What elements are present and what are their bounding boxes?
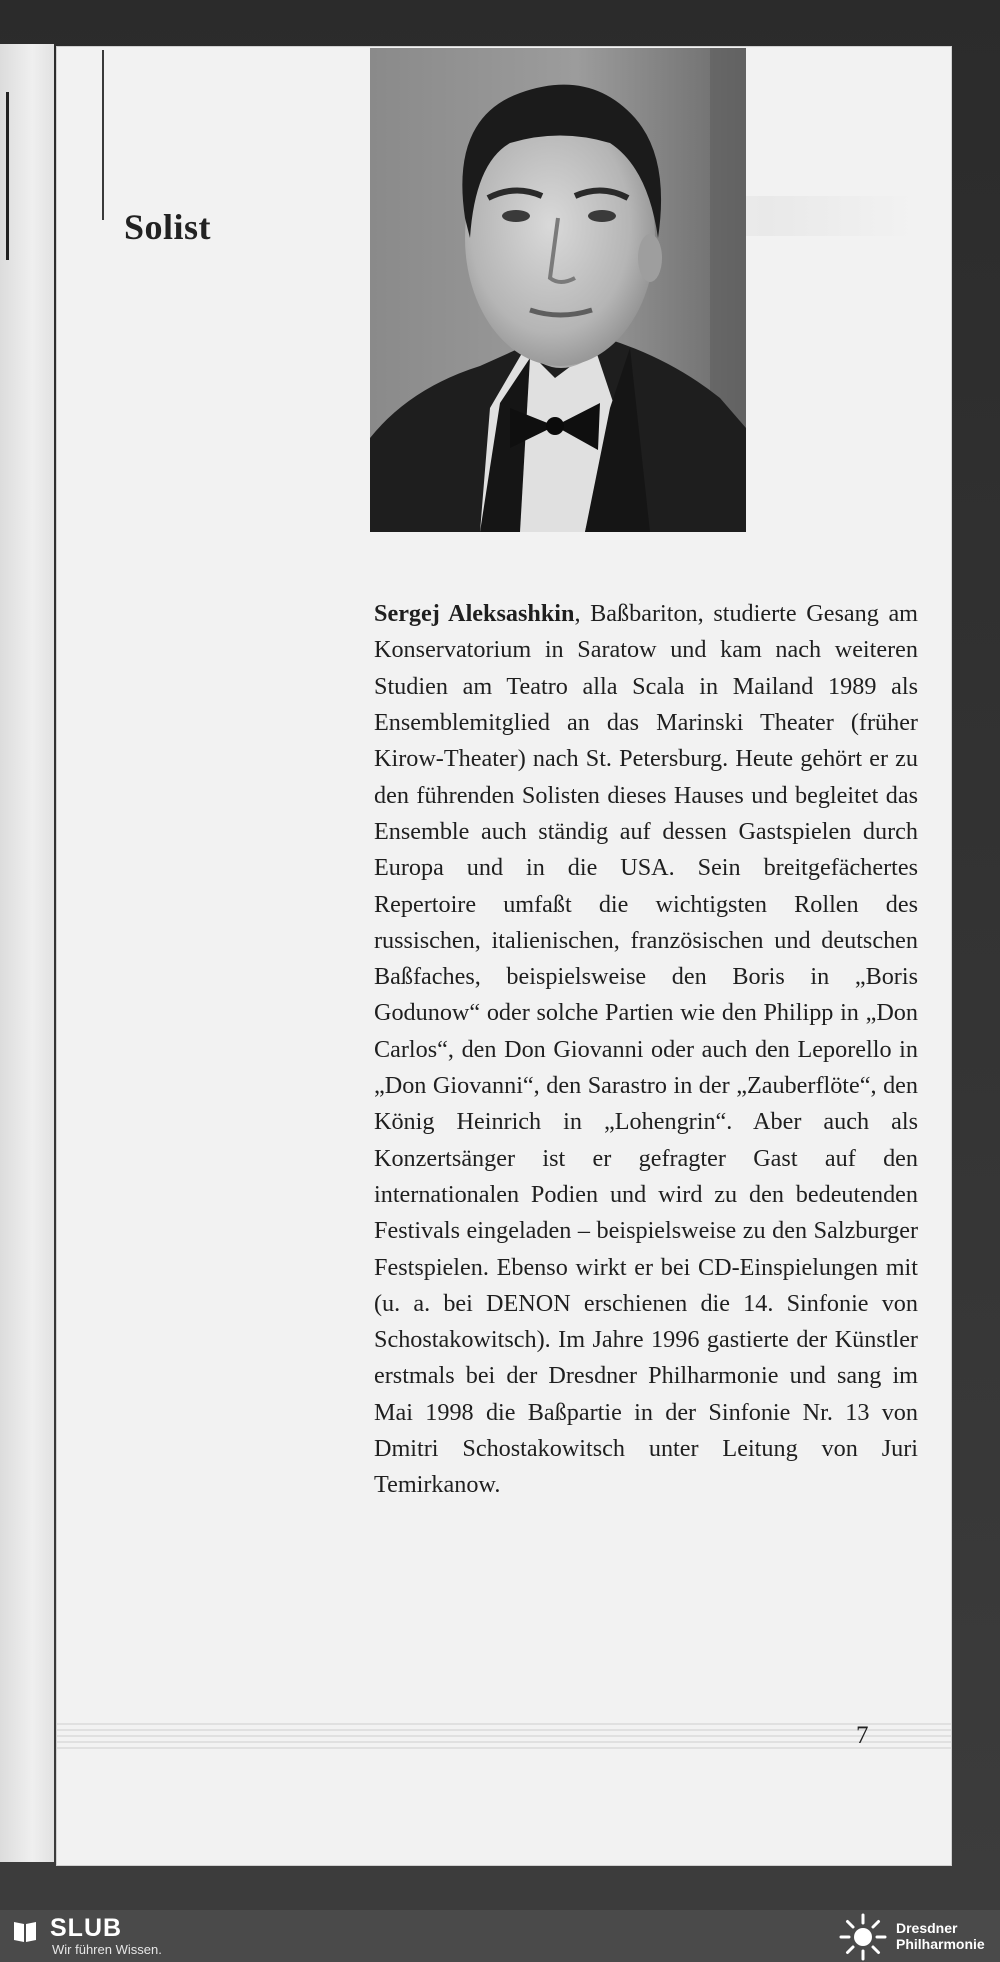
page-number: 7: [856, 1722, 869, 1749]
partner-name-line1: Dresdner: [896, 1920, 958, 1936]
slub-book-icon[interactable]: [12, 1918, 38, 1944]
dresdner-philharmonie-wordmark[interactable]: [896, 1920, 996, 1952]
slub-wordmark[interactable]: SLUB: [50, 1914, 123, 1942]
biography-text: , Baßbariton, studierte Gesang am Konservatorium in Saratow und kam nach weiteren Studien am Teatro alla Scala in Mailand 1989 als Ensemblemitglied an das Marinski Theater (früher Kirow-Theater) nach St. Petersburg. Heute gehört er zu den führenden Solisten dieses Hauses und begleitet das Ensemble auch ständig auf dessen Gastspielen durch Europa und in die USA. Sein breitgefächertes Repertoire umfaßt die wichtigsten Rollen des russischen, italienischen, französischen und deutschen Baßfaches, beispielsweise den Boris in „Boris Godunow“ oder solche Partien wie den Philipp in „Don Carlos“, den Don Giovanni oder auch den Leporello in „Don Giovanni“, den Sarastro in der „Zauberflöte“, den König Heinrich in „Lohengrin“. Aber auch als Konzertsänger ist er gefragter Gast auf den internationalen Podien und wird zu den bedeutenden Festivals eingeladen – beispielsweise zu den Salzburger Festspielen. Ebenso wirkt er bei CD-Einspielungen mit (u. a. bei DENON erschienen die 14. Sinfonie von Schostakowitsch). Im Jahre 1996 gastierte der Künstler erstmals bei der Dresdner Philharmonie und sang im Mai 1998 die Baßpartie in der Sinfonie Nr. 13 von Dmitri Schostakowitsch unter Leitung von Juri Temirkanow.: [374, 600, 918, 1499]
page-edge-rule: [6, 92, 9, 260]
portrait-photo: [370, 48, 746, 532]
biography-paragraph: [374, 596, 918, 1503]
booklet-page: [56, 46, 952, 1866]
staff-lines-decoration: [56, 1718, 952, 1758]
page-title: Solist: [124, 207, 212, 248]
page-crease: [102, 50, 104, 220]
partner-name-line2: Philharmonie: [896, 1936, 985, 1952]
soloist-portrait: [370, 48, 746, 532]
dresdner-philharmonie-sunburst-icon[interactable]: [838, 1912, 888, 1962]
soloist-name: Sergej Aleksashkin: [374, 600, 575, 628]
viewer-footer: [0, 1910, 1000, 1962]
slub-tagline: Wir führen Wissen.: [52, 1942, 162, 1957]
previous-page-edge: [0, 44, 54, 1862]
